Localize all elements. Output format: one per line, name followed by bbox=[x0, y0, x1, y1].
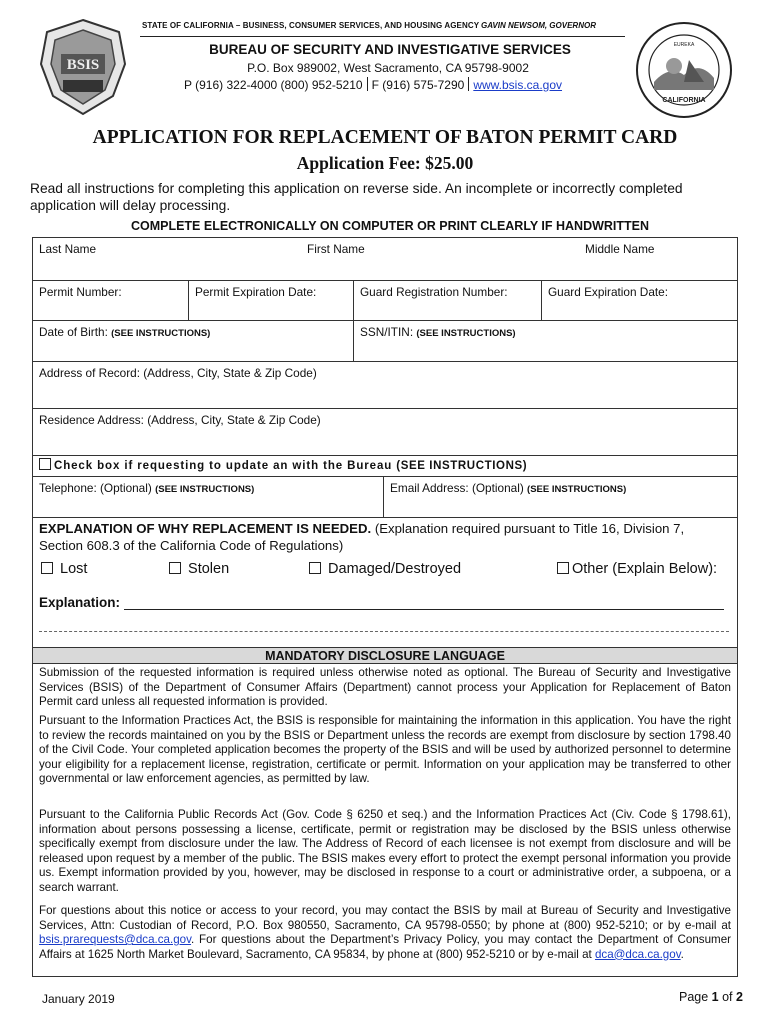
page-prefix: Page bbox=[679, 990, 712, 1004]
governor-name: GAVIN NEWSOM, GOVERNOR bbox=[481, 21, 596, 30]
option-other[interactable] bbox=[557, 561, 717, 577]
permit-row bbox=[33, 281, 737, 321]
damaged-label: Damaged/Destroyed bbox=[328, 561, 462, 577]
state-agency-line: STATE OF CALIFORNIA – BUSINESS, CONSUMER SERVICES, AND HOUSING AGENCY bbox=[142, 21, 480, 30]
completion-note: COMPLETE ELECTRONICALLY ON COMPUTER OR PRINT CLEARLY IF HANDWRITTEN bbox=[130, 219, 650, 233]
residence-address-row bbox=[33, 409, 737, 456]
residence-address-label: Residence Address: (Address, City, State & Zip Code) bbox=[39, 413, 321, 427]
first-name-label: First Name bbox=[307, 242, 365, 256]
badge-text: BSIS bbox=[66, 57, 100, 73]
guard-expiration-label: Guard Expiration Date: bbox=[548, 285, 668, 299]
update-check-see-instructions: (SEE INSTRUCTIONS) bbox=[396, 460, 528, 472]
last-name-label: Last Name bbox=[39, 242, 97, 256]
page-of: of bbox=[718, 990, 736, 1004]
damaged-checkbox[interactable] bbox=[309, 562, 321, 574]
dob-ssn-row bbox=[33, 321, 737, 362]
middle-name-label: Middle Name bbox=[585, 242, 655, 256]
lost-label: Lost bbox=[60, 561, 88, 577]
disclosure-heading: MANDATORY DISCLOSURE LANGUAGE bbox=[33, 647, 737, 664]
email-label: Email Address: (Optional) bbox=[390, 481, 528, 495]
ssn-label: SSN/ITIN: bbox=[360, 325, 417, 339]
bureau-address: P.O. Box 989002, West Sacramento, CA 95798-9002 bbox=[247, 61, 529, 75]
address-of-record-label: Address of Record: (Address, City, State & Zip Code) bbox=[39, 366, 317, 380]
explanation-input-line-2[interactable] bbox=[39, 631, 729, 632]
disclosure-paragraph-3: Pursuant to the California Public Records Act (Gov. Code § 6250 et seq.) and the Information Practices Act (Civ. Code § 1798.61), information about persons possessing a license, certificate, permit or registration may be disclosed by the BSIS unless otherwise specifically exempt from disclosure under the law. The Address of Record of each licensee is not exempt from disclosure and will be released upon request by a member of the public. The BSIS makes every effort to protect the exempt personal information you provide us. Exempt information provided by you, however, may be disclosed in response to a court or administrative order, a subpoena, or a search warrant. bbox=[39, 808, 731, 894]
email-see-instructions: (SEE INSTRUCTIONS) bbox=[527, 484, 627, 495]
page-total: 2 bbox=[736, 990, 743, 1004]
ssn-itin-field[interactable] bbox=[353, 321, 737, 361]
update-checkbox-line bbox=[39, 458, 527, 472]
lost-checkbox[interactable] bbox=[41, 562, 53, 574]
disclosure-paragraph-1: Submission of the requested information is required unless otherwise noted as optional. The Bureau of Security and Investigative Services (BSIS) of the Department of Consumer Affairs (Department) cannot process your Application for Replacement of Baton Permit card unless all requested information is provided. bbox=[39, 666, 731, 708]
header-divider bbox=[140, 36, 625, 37]
email-field[interactable] bbox=[383, 477, 737, 517]
bureau-contact-line bbox=[184, 77, 562, 92]
update-check-label: Check box if requesting to update an with the Bureau bbox=[54, 460, 397, 472]
name-row bbox=[33, 238, 737, 281]
phone-email-row bbox=[33, 476, 737, 517]
instructions-text: Read all instructions for completing this application on reverse side. An incomplete or incorrectly completed application will delay processing. bbox=[30, 181, 683, 213]
separator bbox=[468, 77, 469, 91]
update-checkbox[interactable] bbox=[39, 458, 51, 470]
residence-address-field[interactable] bbox=[33, 409, 737, 455]
dca-email-link[interactable]: dca@dca.ca.gov bbox=[594, 947, 681, 961]
first-name-field[interactable] bbox=[301, 238, 601, 280]
phone-numbers: P (916) 322-4000 (800) 952-5210 bbox=[184, 78, 363, 92]
application-form bbox=[32, 237, 738, 977]
dob-label: Date of Birth: bbox=[39, 325, 112, 339]
separator bbox=[367, 77, 368, 91]
guard-registration-label: Guard Registration Number: bbox=[360, 285, 508, 299]
address-of-record-row bbox=[33, 362, 737, 409]
middle-name-field[interactable] bbox=[579, 238, 729, 280]
ssn-see-instructions: (SEE INSTRUCTIONS) bbox=[416, 328, 516, 339]
guard-expiration-field[interactable] bbox=[541, 281, 737, 320]
explanation-heading-note: (Explanation required pursuant to Title 16, Division 7, Section 608.3 of the California Code of Regulations) bbox=[39, 521, 685, 553]
contact-text-3: . bbox=[680, 947, 684, 961]
explanation-label: Explanation: bbox=[39, 595, 121, 610]
svg-text:CALIFORNIA: CALIFORNIA bbox=[662, 97, 706, 104]
other-checkbox[interactable] bbox=[557, 562, 569, 574]
page-current: 1 bbox=[711, 990, 719, 1004]
contact-row bbox=[33, 456, 737, 517]
revision-date: January 2019 bbox=[42, 992, 115, 1006]
explanation-input-line-1[interactable] bbox=[124, 609, 724, 610]
address-of-record-field[interactable] bbox=[33, 362, 737, 408]
other-label: Other (Explain Below): bbox=[572, 561, 718, 577]
telephone-field[interactable] bbox=[33, 477, 383, 517]
option-stolen[interactable] bbox=[169, 561, 229, 577]
explanation-section bbox=[33, 517, 737, 647]
dob-see-instructions: (SEE INSTRUCTIONS) bbox=[111, 328, 211, 339]
permit-expiration-label: Permit Expiration Date: bbox=[195, 285, 317, 299]
contact-text-2: . For questions about the Department’s Privacy Policy, you may contact the Department of Consumer Affairs at 1625 North Market Boulevard, Sacramento, CA 95834, by phone at (800) 952-5210 or by e-mail at bbox=[39, 933, 731, 961]
fax-number: F (916) 575-7290 bbox=[371, 78, 465, 92]
contact-text-1: For questions about this notice or access to your record, you may contact the BSIS by mail at Bureau of Security and Investigative Services, Attn: Custodian of Record, P.O. Box 980550, Sacramento, CA 95798-0550; by phone at (800) 952-5210; or by e-mail at bbox=[39, 904, 731, 932]
website-link[interactable]: www.bsis.ca.gov bbox=[473, 78, 563, 92]
application-fee: Application Fee: $25.00 bbox=[296, 153, 474, 173]
stolen-checkbox[interactable] bbox=[169, 562, 181, 574]
page-number bbox=[679, 990, 743, 1004]
permit-number-label: Permit Number: bbox=[39, 285, 122, 299]
disclosure-paragraph-2: Pursuant to the Information Practices Act, the BSIS is responsible for maintaining the information in this application. You have the right to review the records maintained on you by the BSIS or Department unless the records are exempt from disclosure by section 1798.40 of the Civil Code. Your completed application becomes the property of the BSIS and will be used by authorized personnel to determine your eligibility for a replacement license, registration, certificate or permit. Information on your application may be transferred to other governmental or law enforcement agencies, as permitted by law. bbox=[39, 714, 731, 785]
disclosure-paragraph-4 bbox=[39, 904, 731, 962]
explanation-heading-bold: EXPLANATION OF WHY REPLACEMENT IS NEEDED. bbox=[39, 521, 372, 536]
stolen-label: Stolen bbox=[188, 561, 230, 577]
guard-registration-field[interactable] bbox=[353, 281, 541, 320]
option-damaged[interactable] bbox=[309, 561, 461, 577]
permit-number-field[interactable] bbox=[33, 281, 188, 320]
explanation-heading bbox=[39, 520, 729, 554]
bureau-name: BUREAU OF SECURITY AND INVESTIGATIVE SERVICES bbox=[209, 42, 571, 57]
last-name-field[interactable] bbox=[33, 238, 303, 280]
page-title: APPLICATION FOR REPLACEMENT OF BATON PERMIT CARD bbox=[92, 127, 678, 148]
date-of-birth-field[interactable] bbox=[33, 321, 353, 361]
permit-expiration-field[interactable] bbox=[188, 281, 353, 320]
option-lost[interactable] bbox=[41, 561, 87, 577]
bsis-email-link[interactable]: bsis.prarequests@dca.ca.gov bbox=[39, 933, 192, 946]
telephone-see-instructions: (SEE INSTRUCTIONS) bbox=[155, 484, 255, 495]
telephone-label: Telephone: (Optional) bbox=[39, 481, 156, 495]
seal-motto: EUREKA bbox=[673, 42, 695, 48]
